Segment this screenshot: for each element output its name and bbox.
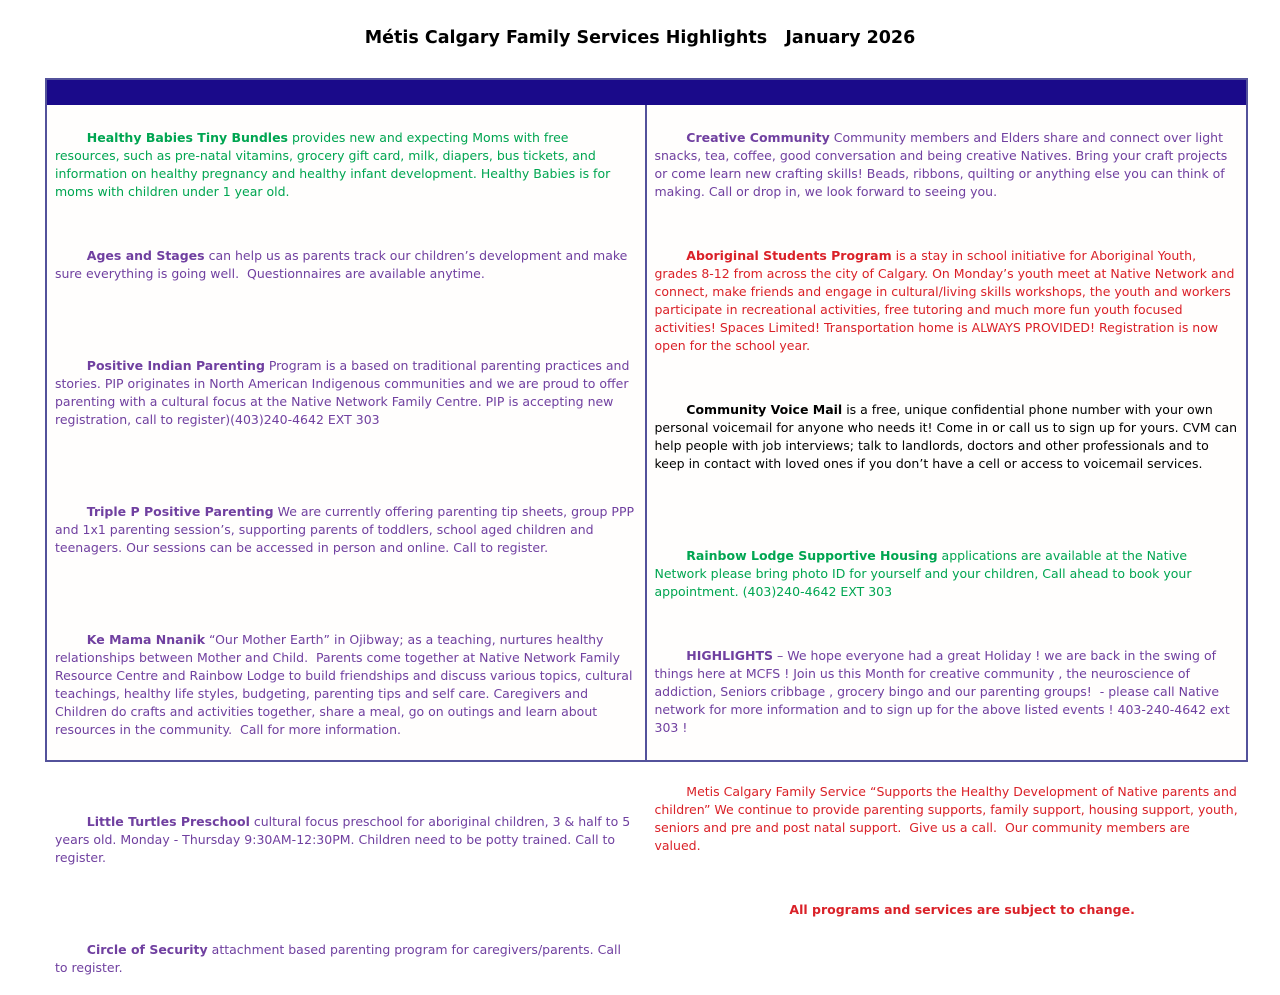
program-healthy-babies [55, 111, 637, 219]
program-name: Ages and Stages [86, 248, 205, 263]
program-name: Creative Community [686, 130, 830, 145]
program-description: “Our Mother Earth” in Ojibway; as a teaching, nurtures healthy relationships between Mother and Child. Parents come together at Native Network Family Resource Centre and Rainbow Lodge to build friendships and discuss various topics, cultural teachings, healthy life styles, budgeting, parenting tips and self care. Caregivers and Children do crafts and activities together, share a meal, go on outings and learn about resources in the community. Call for more information. [55, 632, 637, 737]
program-name: Community Voice Mail [686, 402, 843, 417]
table-header-bar [47, 80, 1246, 105]
program-creative-community [655, 111, 1239, 219]
program-description: can help us as parents track our children’s development and make sure everything is going well. Questionnaires are available anytime. [55, 248, 632, 281]
program-name: Triple P Positive Parenting [86, 504, 274, 519]
program-name: Positive Indian Parenting [86, 358, 265, 373]
table-body [47, 105, 1246, 975]
program-description: cultural focus preschool for aboriginal children, 3 & half to 5 years old. Monday - Thursday 9:30AM-12:30PM. Children need to be potty trained. Call to register. [55, 814, 635, 865]
highlights-note [655, 629, 1239, 755]
program-positive-indian-parenting [55, 339, 637, 447]
left-column [47, 105, 647, 975]
program-description: attachment based parenting program for caregivers/parents. Call to register. [55, 942, 625, 975]
program-description: – We hope everyone had a great Holiday ! we are back in the swing of things here at MCFS ! Join us this Month for creative community , the neuroscience of addiction, Seniors cribbage , grocery bingo and our parenting groups! - please call Native network for more information and to sign up for the above listed events ! 403-240-4642 ext 303 ! [654, 648, 1234, 735]
program-name: Little Turtles Preschool [86, 814, 250, 829]
program-little-turtles-preschool [55, 795, 637, 885]
disclaimer-text: All programs and services are subject to change. [789, 902, 1135, 917]
program-name: Rainbow Lodge Supportive Housing [686, 548, 938, 563]
program-name: HIGHLIGHTS [686, 648, 773, 663]
program-name: Circle of Security [86, 942, 208, 957]
program-description: Community members and Elders share and connect over light snacks, tea, coffee, good conversation and being creative Natives. Bring your craft projects or come learn new crafting skills! Beads, ribbons, quilting or anything else you can think of making. Call or drop in, we look forward to seeing you. [654, 130, 1232, 199]
program-community-voice-mail [654, 383, 1242, 491]
program-name: Healthy Babies Tiny Bundles [86, 130, 288, 145]
program-rainbow-lodge-housing [655, 529, 1239, 619]
right-column [647, 105, 1247, 917]
program-description: We are currently offering parenting tip sheets, group PPP and 1x1 parenting session’s, supporting parents of toddlers, school aged children and teenagers. Our sessions can be accessed in person and online. Call to register. [55, 504, 639, 555]
program-name: Ke Mama Nnanik [86, 632, 206, 647]
newsletter-table [45, 78, 1248, 975]
program-ages-and-stages [55, 229, 637, 301]
program-description: Metis Calgary Family Service “Supports the Healthy Development of Native parents and children” We continue to provide parenting supports, family support, housing support, youth, seniors and pre and post natal support. Give us a call. Our community members are valued. [654, 784, 1242, 853]
program-triple-p-positive-parenting [55, 485, 637, 575]
program-name: Aboriginal Students Program [686, 248, 892, 263]
program-description: Program is a based on traditional parenting practices and stories. PIP originates in North American Indigenous communities and we are proud to offer parenting with a cultural focus at the Native Network Family Centre. PIP is accepting new registration, call to register)(403)240-4642 EXT 303 [55, 358, 634, 427]
mission-statement [654, 765, 1242, 873]
program-description: is a stay in school initiative for Aboriginal Youth, grades 8-12 from across the city of Calgary. On Monday’s youth meet at Native Network and connect, make friends and engage in cultural/living skills workshops, the youth and workers participate in recreational activities, free tutoring and much more fun youth focused activities! Spaces Limited! Transportation home is ALWAYS PROVIDED! Registration is now open for the school year. [654, 248, 1239, 353]
program-description: provides new and expecting Moms with free resources, such as pre-natal vitamins, grocery gift card, milk, diapers, bus tickets, and information on healthy pregnancy and healthy infant development. Healthy Babies is for moms with children under 1 year old. [55, 130, 615, 199]
program-ke-mama-nnanik [55, 613, 637, 757]
page-title: Métis Calgary Family Services Highlights January 2026 [364, 28, 916, 48]
program-description: applications are available at the Native Network please bring photo ID for yourself and your children, Call ahead to book your appointment. (403)240-4642 EXT 303 [654, 548, 1196, 599]
program-circle-of-security [55, 923, 637, 995]
disclaimer-note [655, 883, 1239, 937]
program-aboriginal-students [655, 229, 1239, 373]
program-description: is a free, unique confidential phone number with your own personal voicemail for anyone who needs it! Come in or call us to sign up for yours. CVM can help people with job interviews; talk to landlords, doctors and other professionals and to keep in contact with loved ones if you don’t have a cell or access to voicemail services. [654, 402, 1242, 471]
